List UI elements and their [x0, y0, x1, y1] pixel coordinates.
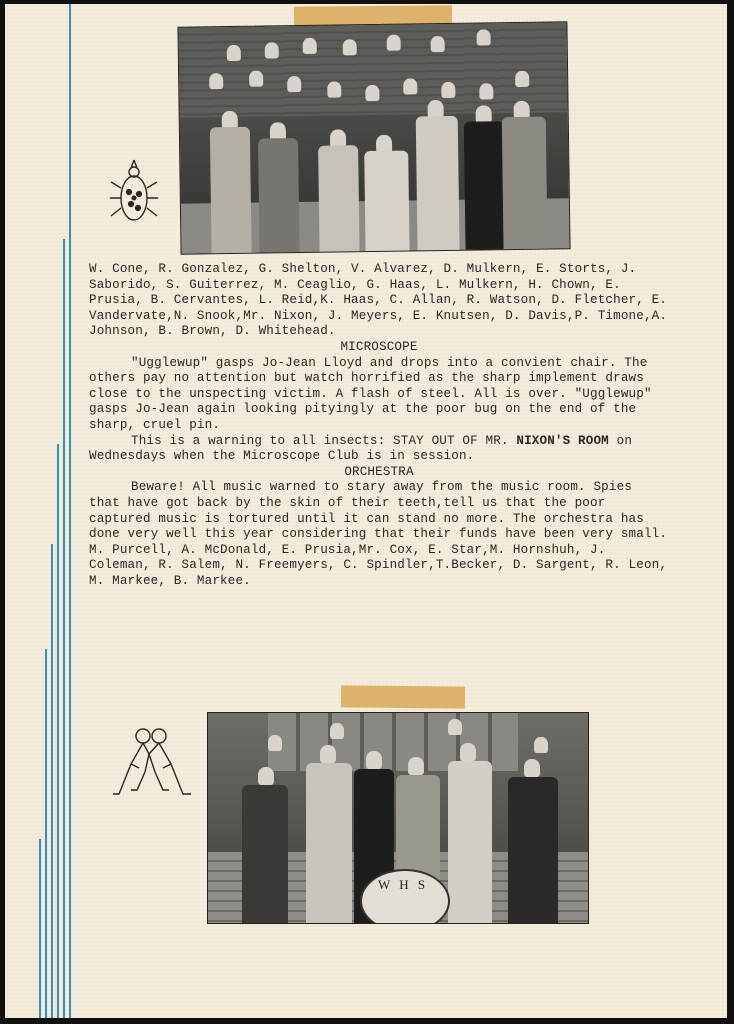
microscope-warning: This is a warning to all insects: STAY OUT OF MR. NIXON'S ROOM on Wednesdays when the Microscope Club is in session.: [89, 433, 633, 464]
margin-line: [45, 649, 47, 1018]
microscope-paragraph: "Ugglewup" gasps Jo-Jean Lloyd and drops into a convient chair. The others pay no attention but watch horrified as the sharp implement draws close to the unspecting victim. A flash of steel. All is over. "Ugglewup" gasps Jo-Jean again looking pityingly at the poor bug on the end of the sharp, cruel pin.: [89, 355, 652, 432]
drum-label: W H S: [378, 877, 429, 892]
margin-line: [63, 239, 65, 1018]
tape-strip: [341, 685, 465, 708]
bug-icon: [107, 156, 161, 228]
margin-line: [69, 4, 71, 1018]
microscope-heading: MICROSCOPE: [340, 339, 418, 354]
margin-line: [39, 839, 41, 1018]
orchestra-paragraph: Beware! All music warned to stary away from the music room. Spies that have got back by the skin of their teeth,tell us that the poor captured music is tortured until it can stand no more. The orchestra has done very well this year considering that their funds have been very small.: [89, 480, 668, 542]
margin-line: [57, 444, 59, 1018]
orchestra-photo: [207, 712, 589, 924]
margin-line: [51, 544, 53, 1018]
orchestra-heading: ORCHESTRA: [344, 464, 414, 479]
nixon-room: NIXON'S ROOM: [516, 433, 609, 448]
group-caption: W. Cone, R. Gonzalez, G. Shelton, V. Alvarez, D. Mulkern, E. Storts, J. Saborido, S. Guiterrez, M. Ceaglio, G. Haas, L. Mulkern, H. Chown, E. Prusia, B. Cervantes, L. Reid,K. Haas, C. Allan, R. Watson, D. Fletcher, E. Vandervate,N. Snook,Mr. Nixon, J. Meyers, E. Knutsen, D. Davis,P. Timone,A. Johnson, B. Brown, D. Whitehead.: [89, 262, 668, 339]
article-text: [89, 262, 669, 589]
dancers-icon: [109, 724, 195, 800]
microscope-club-photo: [177, 21, 570, 254]
orchestra-names: M. Purcell, A. McDonald, E. Prusia,Mr. Cox, E. Star,M. Hornshuh, J. Coleman, R. Salem, N. Freemyers, C. Spindler,T.Becker, D. Sargent, R. Leon, M. Markee, B. Markee.: [89, 542, 668, 588]
yearbook-page: [5, 4, 727, 1018]
